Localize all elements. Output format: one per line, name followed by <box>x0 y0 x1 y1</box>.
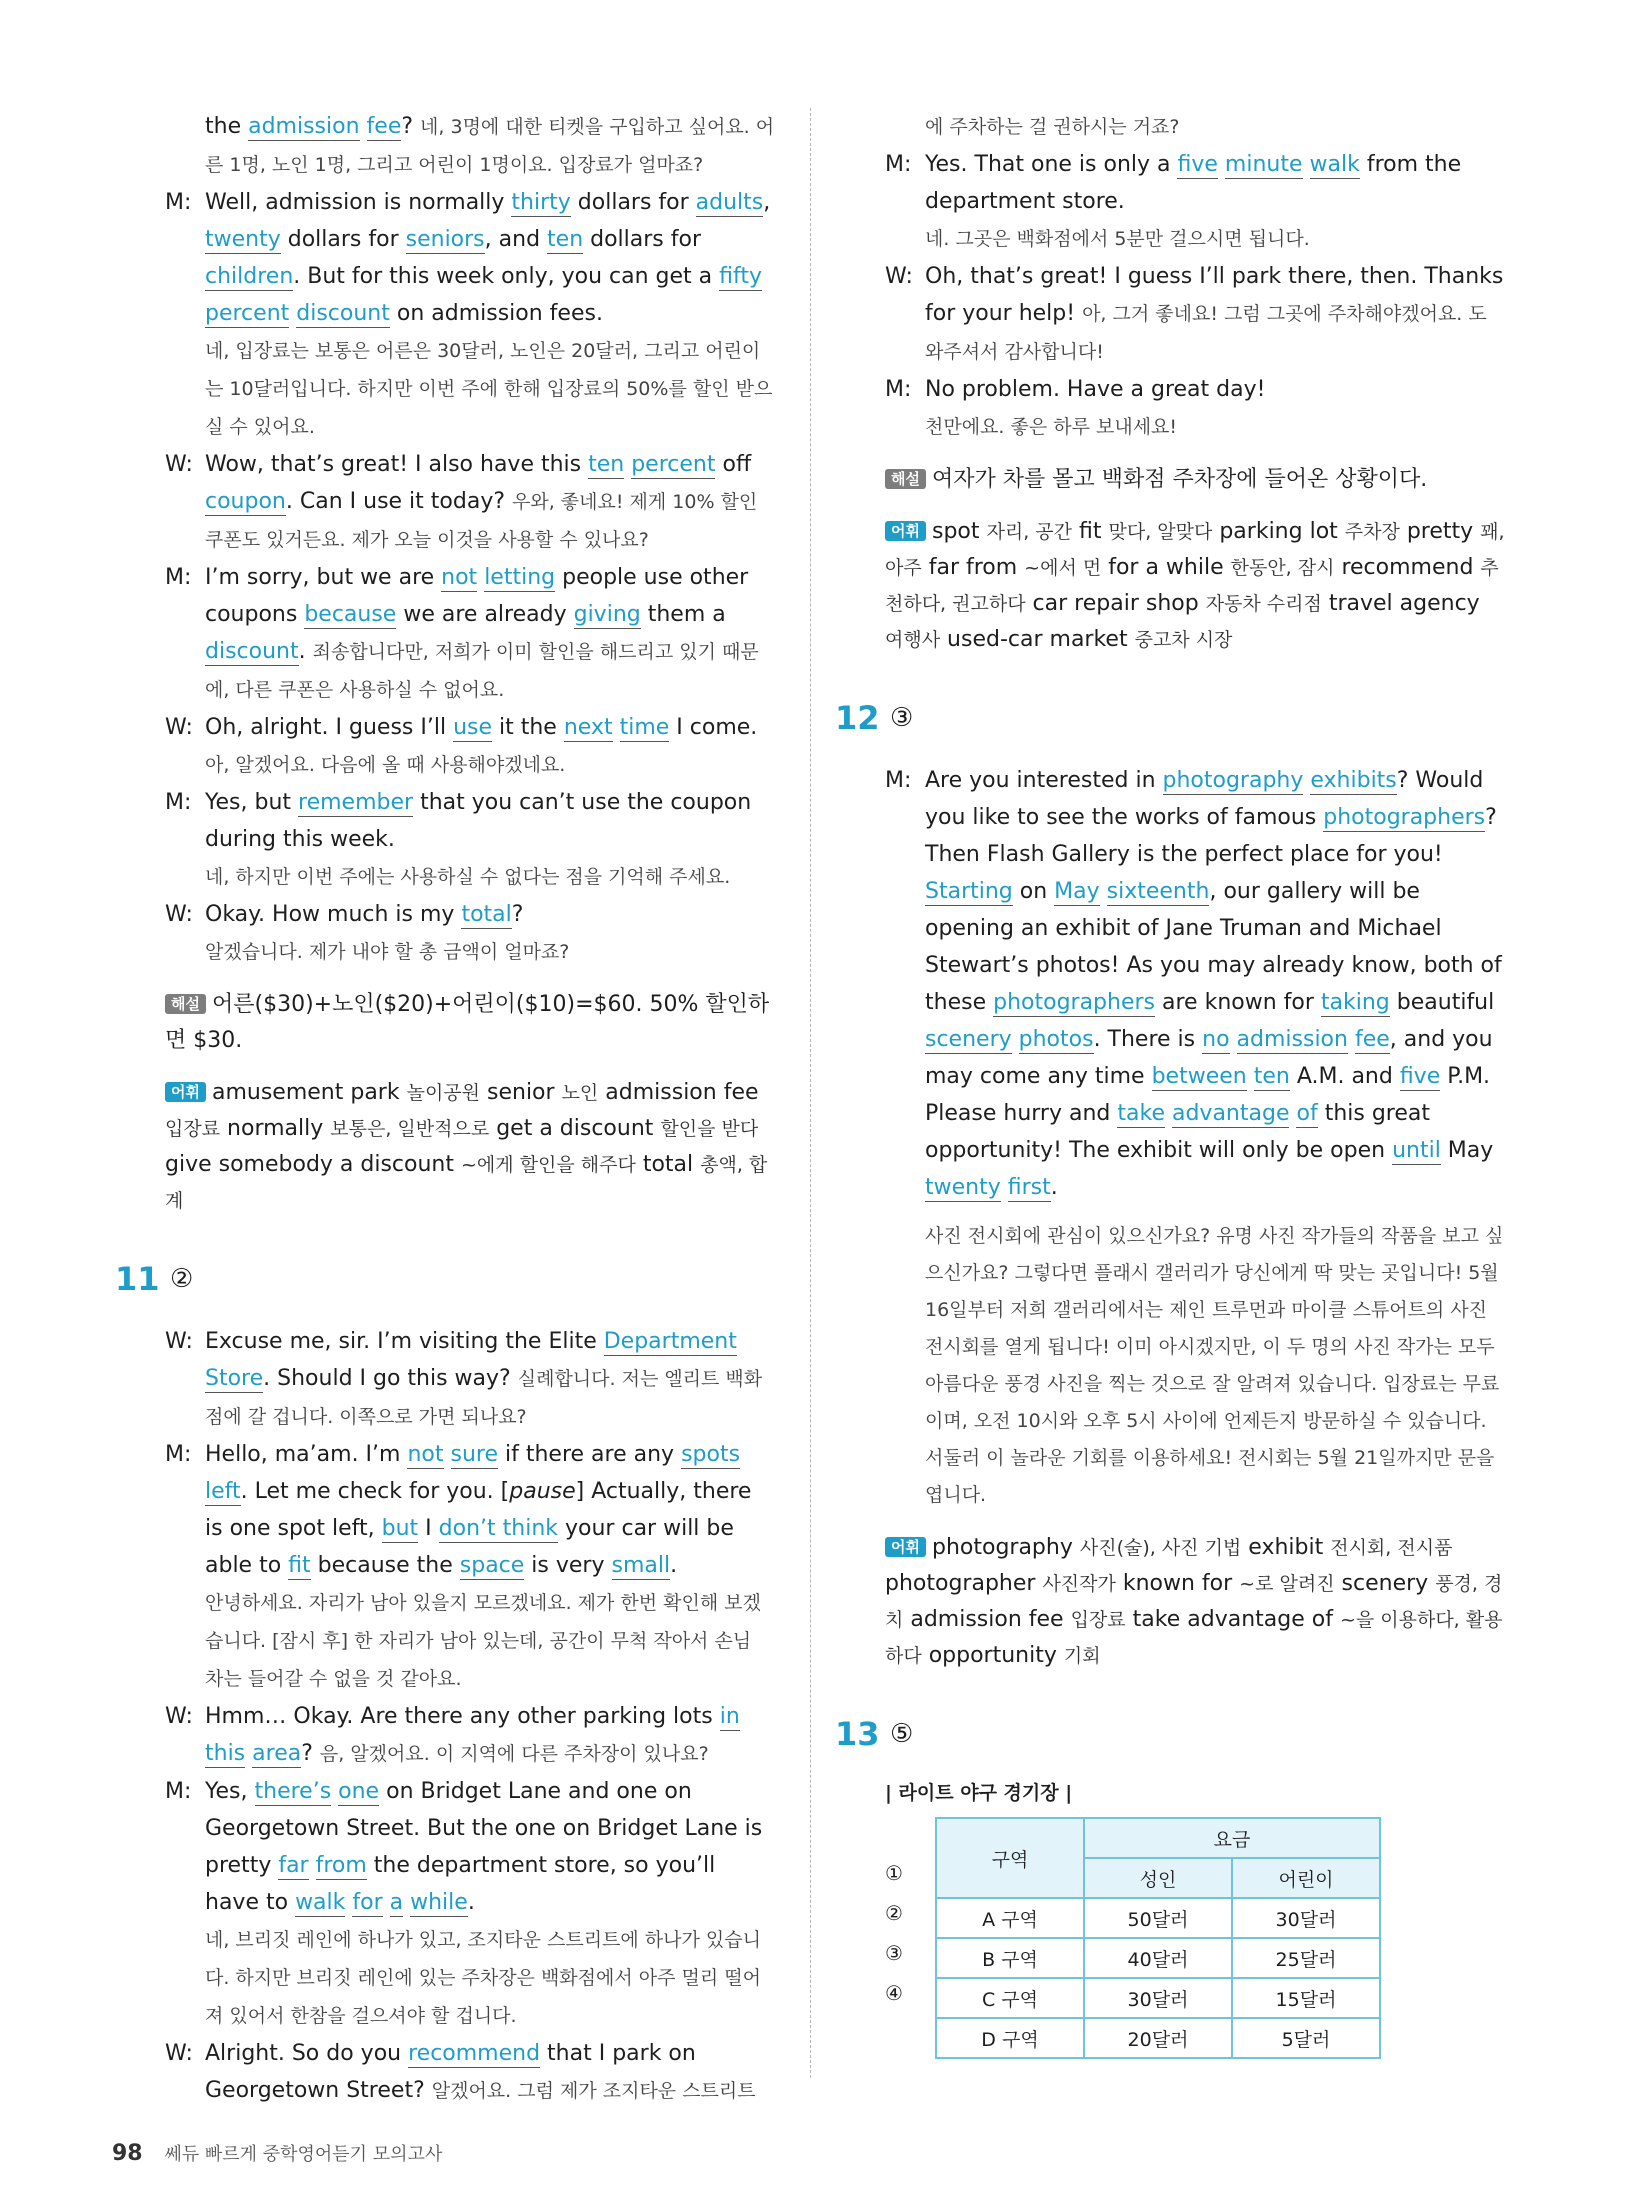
header-section: 구역 <box>936 1818 1084 1898</box>
header-fee: 요금 <box>1084 1818 1380 1858</box>
page-number: 98 <box>112 2141 143 2166</box>
dialogue-line: M: Are you interested in photography exhibits? Would you like to see the works of famous photographers? Then Flash Gallery is the perfect place for you! Starting on May sixteenth, our gallery will be opening an exhibit of Jane Truman and Michael Stewart’s photos! As you may already know, both of these photographers are known for taking beautiful scenery photos. There is no admission fee, and you may come any time between ten A.M. and five P.M. Please hurry and take advantage of this great opportunity! The exhibit will only be open until May twenty first. <box>885 768 1502 1200</box>
dialogue-line: W: Alright. So do you recommend that I park on Georgetown Street? 알겠어요. 그럼 제가 조지타운 스트리트 <box>165 2041 756 2103</box>
dialogue-line: M: Yes, there’s one on Bridget Lane and one on Georgetown Street. But the one on Bridget Lane is pretty far from the department store, so you’ll have to walk for a while. 네, 브리짓 레인에 하나가 있고, 조지타운 스트리트에 하나가 있습니다. 하지만 브리짓 레인에 있는 주차장은 백화점에서 아주 멀리 떨어져 있어서 한참을 걸으셔야 할 겁니다. <box>165 1779 763 2027</box>
dialogue-line: M: Well, admission is normally thirty dollars for adults, twenty dollars for seniors, and ten dollars for children. But for this week only, you can get a fifty percent discount on admission fees. 네, 입장료는 보통은 어른은 30달러, 노인은 20달러, 그리고 어린이는 10달러입니다. 하지만 이번 주에 한해 입장료의 50%를 할인 받으실 수 있어요. <box>165 190 773 438</box>
vocabulary-note: 어휘 spot 자리, 공간 fit 맞다, 알맞다 parking lot 주차장 pretty 꽤, 아주 far from ~에서 먼 for a while 한동안, 잠시 recommend 추천하다, 권고하다 car repair shop 자동차 수리점 travel agency 여행사 used-car market 중고차 시장 <box>885 519 1505 652</box>
dialogue-line: M: No problem. Have a great day! 천만에요. 좋은 하루 보내세요! <box>885 377 1266 438</box>
dialogue-line: M: Yes. That one is only a five minute walk from the department store. 네. 그곳은 백화점에서 5분만 걸으시면 됩니다. <box>885 152 1462 250</box>
dialogue-line: M: I’m sorry, but we are not letting people use other coupons because we are already giving them a discount. 죄송합니다만, 저희가 이미 할인을 해드리고 있기 때문에, 다른 쿠폰은 사용하실 수 없어요. <box>165 565 759 701</box>
row-marker: ① <box>885 1861 903 1885</box>
dialogue-line: W: Excuse me, sir. I’m visiting the Elite Department Store. Should I go this way? 실례합니다. 저는 엘리트 백화점에 갈 겁니다. 이쪽으로 가면 되나요? <box>165 1329 763 1428</box>
explanation-note: 해설 여자가 차를 몰고 백화점 주차장에 들어온 상황이다. <box>885 462 1505 498</box>
answer-mark: ② <box>170 1264 194 1294</box>
dialogue-line: W: Wow, that’s great! I also have this ten percent off coupon. Can I use it today? 우와, 좋네요! 제게 10% 할인 쿠폰도 있거든요. 제가 오늘 이것을 사용할 수 있나요? <box>165 452 758 551</box>
header-child: 어린이 <box>1232 1858 1380 1898</box>
question-header <box>835 696 1505 752</box>
answer-mark: ⑤ <box>890 1719 914 1749</box>
question-number: 11 <box>115 1260 160 1298</box>
left-column <box>115 108 775 2110</box>
column-divider <box>810 108 811 2078</box>
dialogue-line: W: Hmm… Okay. Are there any other parking lots in this area? 음, 알겠어요. 이 지역에 다른 주차장이 있나요? <box>165 1704 740 1766</box>
korean-translation: 사진 전시회에 관심이 있으신가요? 유명 사진 작가들의 작품을 보고 싶으신가요? 그렇다면 플래시 갤러리가 당신에게 딱 맞는 곳입니다! 5월 16일부터 저희 갤러리에서는 제인 트루먼과 마이클 스튜어트의 사진 전시회를 열게 됩니다! 이미 아시겠지만, 이 두 명의 사진 작가는 모두 아름다운 풍경 사진을 찍는 것으로 잘 알려져 있습니다. 입장료는 무료이며, 오전 10시와 오후 5시 사이에 언제든지 방문하실 수 있습니다. 서둘러 이 놀라운 기회를 이용하세요! 전시회는 5월 21일까지만 문을 엽니다. <box>925 1225 1504 1506</box>
vocabulary-note: 어휘 amusement park 놀이공원 senior 노인 admission fee 입장료 normally 보통은, 일반적으로 get a discount 할인을 받다 give somebody a discount ~에게 할인을 해주다 total 총액, 합계 <box>165 1080 768 1212</box>
dialogue-line: 에 주차하는 걸 권하시는 거죠? <box>925 116 1180 138</box>
row-marker: ③ <box>885 1941 903 1965</box>
fee-table-wrapper <box>885 1819 1505 2061</box>
answer-mark: ③ <box>890 703 914 733</box>
question-header <box>115 1257 775 1313</box>
vocabulary-note: 어휘 photography 사진(술), 사진 기법 exhibit 전시회, 전시품 photographer 사진작가 known for ~로 알려진 scenery 풍경, 경치 admission fee 입장료 take advantage of ~을 이용하다, 활용하다 opportunity 기회 <box>885 1535 1503 1668</box>
table-caption: | 라이트 야구 경기장 | <box>885 1782 1073 1804</box>
dialogue-line: W: Oh, alright. I guess I’ll use it the next time I come. 아, 알겠어요. 다음에 올 때 사용해야겠네요. <box>165 715 758 776</box>
vocabulary-tag: 어휘 <box>165 1082 206 1102</box>
explanation-tag: 해설 <box>165 994 206 1014</box>
book-title: 쎄듀 빠르게 중학영어듣기 모의고사 <box>164 2144 443 2165</box>
vocabulary-tag: 어휘 <box>885 521 926 541</box>
table-row: A 구역 50달러 30달러 <box>936 1898 1380 1938</box>
explanation-tag: 해설 <box>885 469 926 489</box>
right-column <box>835 108 1505 2061</box>
row-marker: ④ <box>885 1981 903 2005</box>
question-header <box>835 1712 1505 1768</box>
dialogue-line: M: Yes, but remember that you can’t use the coupon during this week. 네, 하지만 이번 주에는 사용하실 수 없다는 점을 기억해 주세요. <box>165 790 752 888</box>
dialogue-line: W: Okay. How much is my total? 알겠습니다. 제가 내야 할 총 금액이 얼마죠? <box>165 902 570 963</box>
explanation-note: 해설 어른($30)+노인($20)+어린이($10)=$60. 50% 할인하면 $30. <box>165 992 770 1053</box>
fee-table <box>935 1817 1381 2059</box>
vocabulary-tag: 어휘 <box>885 1537 926 1557</box>
question-number: 13 <box>835 1715 880 1753</box>
page-footer <box>112 2140 442 2166</box>
dialogue-line: the admission fee? 네, 3명에 대한 티켓을 구입하고 싶어요. 어른 1명, 노인 1명, 그리고 어린이 1명이요. 입장료가 얼마죠? <box>205 114 775 176</box>
row-marker: ② <box>885 1901 903 1925</box>
question-number: 12 <box>835 699 880 737</box>
dialogue-line: W: Oh, that’s great! I guess I’ll park there, then. Thanks for your help! 아, 그거 좋네요! 그럼 그곳에 주차해야겠어요. 도와주셔서 감사합니다! <box>885 264 1504 363</box>
table-row: C 구역 30달러 15달러 <box>936 1978 1380 2018</box>
dialogue-line: M: Hello, ma’am. I’m not sure if there are any spots left. Let me check for you. [pause] Actually, there is one spot left, but I don’t think your car will be able to fit because the space is very small. 안녕하세요. 자리가 남아 있을지 모르겠네요. 제가 한번 확인해 보겠습니다. [잠시 후] 한 자리가 남아 있는데, 공간이 무척 작아서 손님 차는 들어갈 수 없을 것 같아요. <box>165 1442 761 1690</box>
table-row: D 구역 20달러 5달러 <box>936 2018 1380 2058</box>
header-adult: 성인 <box>1084 1858 1232 1898</box>
table-row: B 구역 40달러 25달러 <box>936 1938 1380 1978</box>
